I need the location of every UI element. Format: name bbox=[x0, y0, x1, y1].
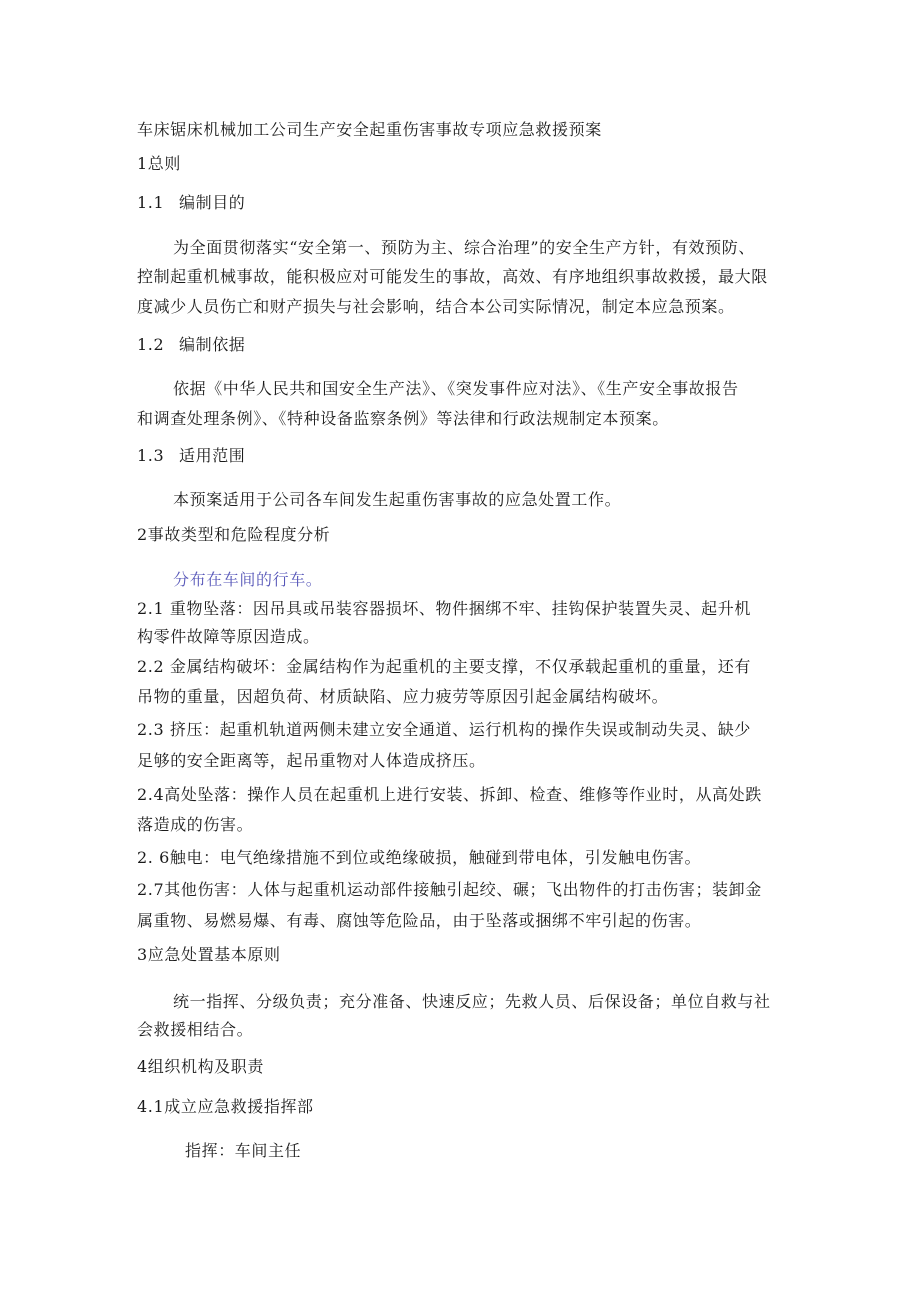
paragraph-line: 指挥：车间主任 bbox=[185, 1141, 302, 1160]
paragraph-line: 会救援相结合。 bbox=[137, 1020, 254, 1039]
paragraph-line: 和调查处理条例》、《特种设备监察条例》等法律和行政法规制定本预案。 bbox=[137, 409, 669, 428]
heading-purpose bbox=[137, 193, 245, 213]
paragraph-line: 足够的安全距离等，起吊重物对人体造成挤压。 bbox=[137, 751, 486, 770]
paragraph-line: 控制起重机械事故，能积极应对可能发生的事故，高效、有序地组织事故救援，最大限 bbox=[137, 267, 768, 286]
paragraph-line: 为全面贯彻落实“安全第一、预防为主、综合治理”的安全生产方针，有效预防、 bbox=[173, 238, 755, 257]
paragraph-line: 度减少人员伤亡和财产损失与社会影响，结合本公司实际情况，制定本应急预案。 bbox=[137, 297, 735, 316]
heading-basis bbox=[137, 335, 245, 355]
paragraph-line: 2.7其他伤害：人体与起重机运动部件接触引起绞、碾；飞出物件的打击伤害；装卸金 bbox=[137, 880, 762, 899]
heading-accident-types: 2事故类型和危险程度分析 bbox=[137, 525, 331, 544]
paragraph-line: 依据《中华人民共和国安全生产法》、《突发事件应对法》、《生产安全事故报告 bbox=[173, 379, 739, 398]
heading-command-center: 4.1成立应急救援指挥部 bbox=[137, 1097, 314, 1116]
heading-general-provisions: 1总则 bbox=[137, 154, 181, 173]
document-title: 车床锯床机械加工公司生产安全起重伤害事故专项应急救援预案 bbox=[137, 120, 602, 139]
paragraph-line: 2. 6触电：电气绝缘措施不到位或绝缘破损，触碰到带电体，引发触电伤害。 bbox=[137, 848, 702, 867]
section-number: 1.2 bbox=[137, 335, 165, 354]
section-title: 适用范围 bbox=[179, 446, 246, 465]
paragraph-line: 构零件故障等原因造成。 bbox=[137, 627, 320, 646]
paragraph-line: 落造成的伤害。 bbox=[137, 815, 254, 834]
heading-organization: 4组织机构及职责 bbox=[137, 1057, 264, 1076]
section-number: 1.3 bbox=[137, 446, 165, 465]
paragraph-line: 统一指挥、分级负责；充分准备、快速反应；先救人员、后保设备；单位自救与社 bbox=[173, 992, 771, 1011]
paragraph-line: 吊物的重量，因超负荷、材质缺陷、应力疲劳等原因引起金属结构破坏。 bbox=[137, 687, 669, 706]
paragraph-line: 2.3 挤压：起重机轨道两侧未建立安全通道、运行机构的操作失误或制动失灵、缺少 bbox=[137, 720, 751, 739]
section-title: 编制目的 bbox=[179, 193, 246, 212]
paragraph-line: 本预案适用于公司各车间发生起重伤害事故的应急处置工作。 bbox=[173, 490, 622, 509]
paragraph-line: 属重物、易燃易爆、有毒、腐蚀等危险品，由于坠落或捆绑不牢引起的伤害。 bbox=[137, 911, 702, 930]
section-number: 1.1 bbox=[137, 193, 165, 212]
heading-principles: 3应急处置基本原则 bbox=[137, 945, 281, 964]
paragraph-line: 2.4高处坠落：操作人员在起重机上进行安装、拆卸、检查、维修等作业时，从高处跌 bbox=[137, 785, 762, 804]
paragraph-line: 2.1 重物坠落：因吊具或吊装容器损坏、物件捆绑不牢、挂钩保护装置失灵、起升机 bbox=[137, 599, 751, 618]
section-title: 编制依据 bbox=[179, 335, 246, 354]
paragraph-line: 2.2 金属结构破坏：金属结构作为起重机的主要支撑，不仅承载起重机的重量，还有 bbox=[137, 657, 751, 676]
highlighted-note: 分布在车间的行车。 bbox=[173, 570, 323, 589]
heading-scope bbox=[137, 446, 245, 466]
